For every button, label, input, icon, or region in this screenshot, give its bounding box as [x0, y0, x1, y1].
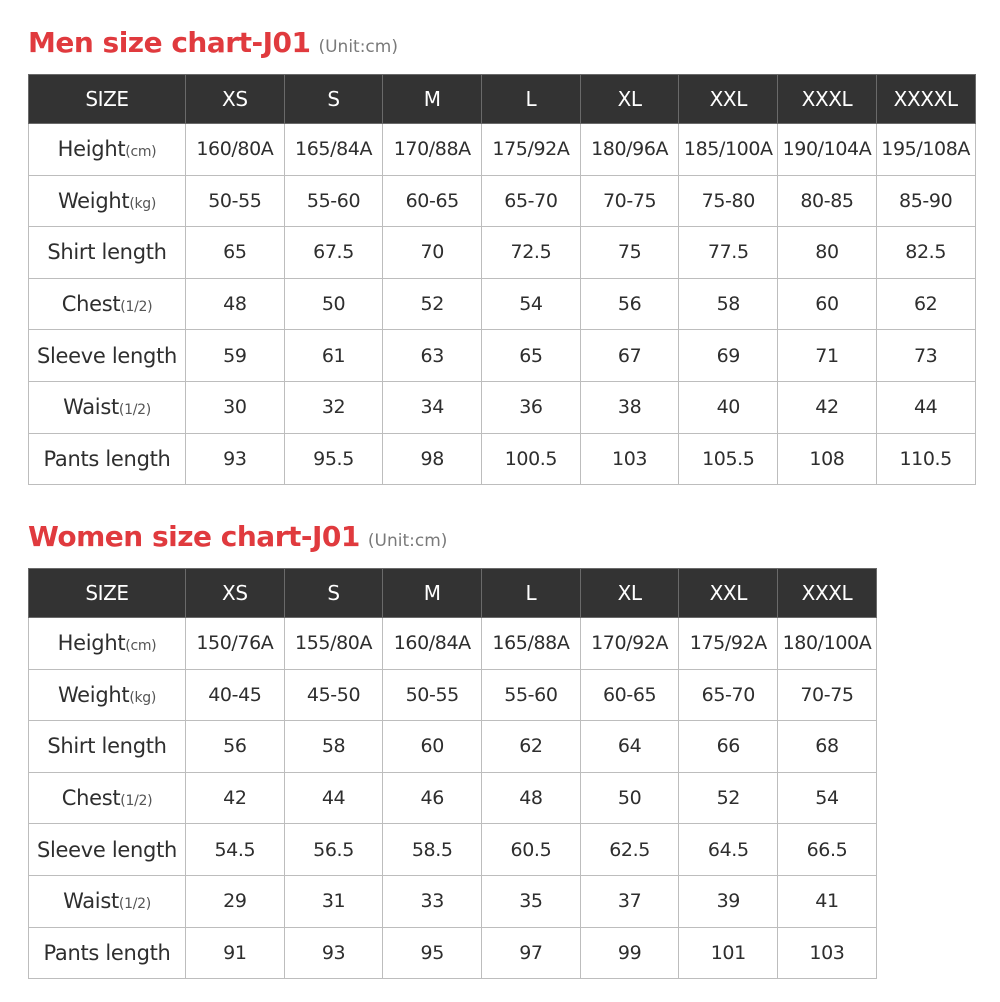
men-table-cell: 67 — [580, 330, 679, 382]
women-table-cell: 150/76A — [186, 618, 285, 670]
men-size-xxl: XXL — [679, 75, 778, 124]
women-row-label-sub: (1/2) — [118, 896, 151, 913]
men-table-cell: 195/108A — [876, 124, 975, 176]
women-size-xxxl: XXXL — [778, 569, 877, 618]
men-table-cell: 185/100A — [679, 124, 778, 176]
men-table-cell: 85-90 — [876, 175, 975, 227]
men-row-label — [29, 330, 186, 382]
women-row-label-text: Height — [57, 631, 126, 656]
women-size-table — [28, 568, 877, 979]
men-table-cell: 93 — [186, 433, 285, 485]
women-table-cell: 42 — [186, 772, 285, 824]
men-table-row — [29, 227, 976, 279]
men-row-label-sub: (1/2) — [120, 299, 153, 316]
women-row-label-text: Pants length — [43, 940, 171, 965]
women-table-cell: 46 — [383, 772, 482, 824]
men-table-row — [29, 124, 976, 176]
men-table-cell: 70-75 — [580, 175, 679, 227]
men-table-cell: 60-65 — [383, 175, 482, 227]
women-title-text: Women size chart-J01 — [28, 520, 360, 553]
men-table-cell: 95.5 — [284, 433, 383, 485]
women-row-label-text: Shirt length — [47, 734, 167, 759]
women-table-cell: 35 — [482, 875, 581, 927]
men-table-cell: 58 — [679, 278, 778, 330]
women-table-cell: 39 — [679, 875, 778, 927]
men-table-cell: 175/92A — [482, 124, 581, 176]
women-row-label — [29, 875, 186, 927]
women-table-cell: 91 — [186, 927, 285, 979]
women-table-cell: 29 — [186, 875, 285, 927]
women-table-cell: 160/84A — [383, 618, 482, 670]
women-table-cell: 60 — [383, 721, 482, 773]
men-unit-text: (Unit:cm) — [318, 37, 398, 57]
men-table-cell: 50 — [284, 278, 383, 330]
men-table-cell: 61 — [284, 330, 383, 382]
men-table-cell: 80 — [778, 227, 877, 279]
men-row-label — [29, 381, 186, 433]
men-table-cell: 98 — [383, 433, 482, 485]
men-table-cell: 63 — [383, 330, 482, 382]
women-table-cell: 95 — [383, 927, 482, 979]
men-table-cell: 70 — [383, 227, 482, 279]
men-table-row — [29, 433, 976, 485]
women-row-label-sub: (1/2) — [120, 793, 153, 810]
women-row-label — [29, 721, 186, 773]
men-size-s: S — [284, 75, 383, 124]
men-table-cell: 65-70 — [482, 175, 581, 227]
women-row-label-text: Waist — [63, 889, 119, 914]
men-size-m: M — [383, 75, 482, 124]
men-table-cell: 65 — [482, 330, 581, 382]
men-table-cell: 55-60 — [284, 175, 383, 227]
men-table-cell: 71 — [778, 330, 877, 382]
women-row-label-text: Chest — [61, 786, 121, 811]
men-table-cell: 103 — [580, 433, 679, 485]
women-table-cell: 45-50 — [284, 669, 383, 721]
women-table-row — [29, 824, 877, 876]
women-table-cell: 58.5 — [383, 824, 482, 876]
women-table-cell: 40-45 — [186, 669, 285, 721]
women-table-cell: 97 — [482, 927, 581, 979]
men-table-cell: 42 — [778, 381, 877, 433]
women-row-label — [29, 824, 186, 876]
women-table-cell: 50 — [580, 772, 679, 824]
men-table-cell: 170/88A — [383, 124, 482, 176]
men-row-label-text: Waist — [63, 395, 119, 420]
men-chart-title — [28, 26, 398, 59]
women-table-cell: 165/88A — [482, 618, 581, 670]
men-size-xs: XS — [186, 75, 285, 124]
women-table-cell: 50-55 — [383, 669, 482, 721]
women-table-cell: 37 — [580, 875, 679, 927]
women-table-cell: 65-70 — [679, 669, 778, 721]
men-table-row — [29, 330, 976, 382]
women-row-label — [29, 669, 186, 721]
women-row-label-sub: (kg) — [129, 689, 157, 706]
women-table-cell: 99 — [580, 927, 679, 979]
men-table-cell: 32 — [284, 381, 383, 433]
men-size-xxxxl: XXXXL — [876, 75, 975, 124]
men-row-label-text: Sleeve length — [36, 343, 178, 368]
men-size-xl: XL — [580, 75, 679, 124]
men-table-cell: 40 — [679, 381, 778, 433]
men-table-cell: 50-55 — [186, 175, 285, 227]
men-table-cell: 180/96A — [580, 124, 679, 176]
men-table-cell: 44 — [876, 381, 975, 433]
men-table-cell: 160/80A — [186, 124, 285, 176]
women-row-label — [29, 772, 186, 824]
women-table-row — [29, 772, 877, 824]
men-table-cell: 30 — [186, 381, 285, 433]
women-row-label — [29, 618, 186, 670]
men-row-label-text: Shirt length — [47, 240, 167, 265]
men-row-label-sub: (kg) — [129, 195, 157, 212]
men-header-row — [29, 75, 976, 124]
women-table-cell: 33 — [383, 875, 482, 927]
women-table-cell: 64.5 — [679, 824, 778, 876]
women-table-cell: 62 — [482, 721, 581, 773]
women-table-row — [29, 875, 877, 927]
men-table-cell: 52 — [383, 278, 482, 330]
men-table-cell: 56 — [580, 278, 679, 330]
women-table-cell: 52 — [679, 772, 778, 824]
women-row-label-sub: (cm) — [125, 638, 157, 655]
women-table-cell: 66 — [679, 721, 778, 773]
women-table-cell: 93 — [284, 927, 383, 979]
women-table-cell: 66.5 — [778, 824, 877, 876]
women-size-s: S — [284, 569, 383, 618]
women-header-size: SIZE — [29, 569, 186, 618]
men-row-label — [29, 278, 186, 330]
men-table-cell: 75-80 — [679, 175, 778, 227]
women-header-row — [29, 569, 877, 618]
women-size-m: M — [383, 569, 482, 618]
men-table-cell: 60 — [778, 278, 877, 330]
women-table-cell: 58 — [284, 721, 383, 773]
men-table-cell: 54 — [482, 278, 581, 330]
men-size-l: L — [482, 75, 581, 124]
men-table-row — [29, 175, 976, 227]
women-table-row — [29, 721, 877, 773]
women-chart-title — [28, 520, 447, 553]
men-table-cell: 77.5 — [679, 227, 778, 279]
women-table-cell: 180/100A — [778, 618, 877, 670]
women-table-cell: 103 — [778, 927, 877, 979]
women-table-cell: 155/80A — [284, 618, 383, 670]
men-row-label — [29, 433, 186, 485]
women-row-label-text: Weight — [57, 682, 130, 707]
men-table-cell: 69 — [679, 330, 778, 382]
men-table-cell: 82.5 — [876, 227, 975, 279]
women-size-l: L — [482, 569, 581, 618]
women-size-xxl: XXL — [679, 569, 778, 618]
women-table-cell: 68 — [778, 721, 877, 773]
women-table-cell: 56 — [186, 721, 285, 773]
women-row-label-text: Sleeve length — [36, 837, 178, 862]
men-table-cell: 105.5 — [679, 433, 778, 485]
men-table-cell: 48 — [186, 278, 285, 330]
women-table-cell: 55-60 — [482, 669, 581, 721]
men-table-cell: 72.5 — [482, 227, 581, 279]
men-table-cell: 165/84A — [284, 124, 383, 176]
women-table-cell: 54.5 — [186, 824, 285, 876]
men-row-label-text: Chest — [61, 292, 121, 317]
women-table-cell: 60.5 — [482, 824, 581, 876]
women-table-cell: 41 — [778, 875, 877, 927]
women-table-row — [29, 618, 877, 670]
women-table-cell: 175/92A — [679, 618, 778, 670]
men-table-row — [29, 381, 976, 433]
women-table-cell: 54 — [778, 772, 877, 824]
women-table-cell: 62.5 — [580, 824, 679, 876]
men-table-cell: 34 — [383, 381, 482, 433]
men-row-label-text: Pants length — [43, 446, 171, 471]
men-title-text: Men size chart-J01 — [28, 26, 311, 59]
men-row-label — [29, 175, 186, 227]
men-row-label — [29, 227, 186, 279]
men-table-cell: 59 — [186, 330, 285, 382]
men-table-cell: 108 — [778, 433, 877, 485]
men-table-cell: 73 — [876, 330, 975, 382]
women-row-label — [29, 927, 186, 979]
men-table-cell: 62 — [876, 278, 975, 330]
men-row-label-text: Weight — [57, 188, 130, 213]
women-table-cell: 48 — [482, 772, 581, 824]
women-size-xs: XS — [186, 569, 285, 618]
men-row-label-sub: (1/2) — [118, 402, 151, 419]
men-table-cell: 67.5 — [284, 227, 383, 279]
men-size-xxxl: XXXL — [778, 75, 877, 124]
men-size-table — [28, 74, 976, 485]
women-table-cell: 70-75 — [778, 669, 877, 721]
women-table-cell: 170/92A — [580, 618, 679, 670]
women-table-row — [29, 669, 877, 721]
women-table-cell: 64 — [580, 721, 679, 773]
women-table-cell: 44 — [284, 772, 383, 824]
men-header-size: SIZE — [29, 75, 186, 124]
men-table-cell: 36 — [482, 381, 581, 433]
women-size-xl: XL — [580, 569, 679, 618]
women-table-cell: 101 — [679, 927, 778, 979]
men-table-cell: 65 — [186, 227, 285, 279]
women-table-cell: 31 — [284, 875, 383, 927]
men-table-cell: 38 — [580, 381, 679, 433]
women-table-row — [29, 927, 877, 979]
men-row-label — [29, 124, 186, 176]
men-table-cell: 75 — [580, 227, 679, 279]
men-table-row — [29, 278, 976, 330]
women-table-cell: 60-65 — [580, 669, 679, 721]
men-table-cell: 190/104A — [778, 124, 877, 176]
women-table-cell: 56.5 — [284, 824, 383, 876]
men-table-cell: 100.5 — [482, 433, 581, 485]
women-unit-text: (Unit:cm) — [367, 531, 448, 551]
men-row-label-sub: (cm) — [125, 144, 157, 161]
men-table-cell: 110.5 — [876, 433, 975, 485]
men-row-label-text: Height — [57, 137, 126, 162]
men-table-cell: 80-85 — [778, 175, 877, 227]
